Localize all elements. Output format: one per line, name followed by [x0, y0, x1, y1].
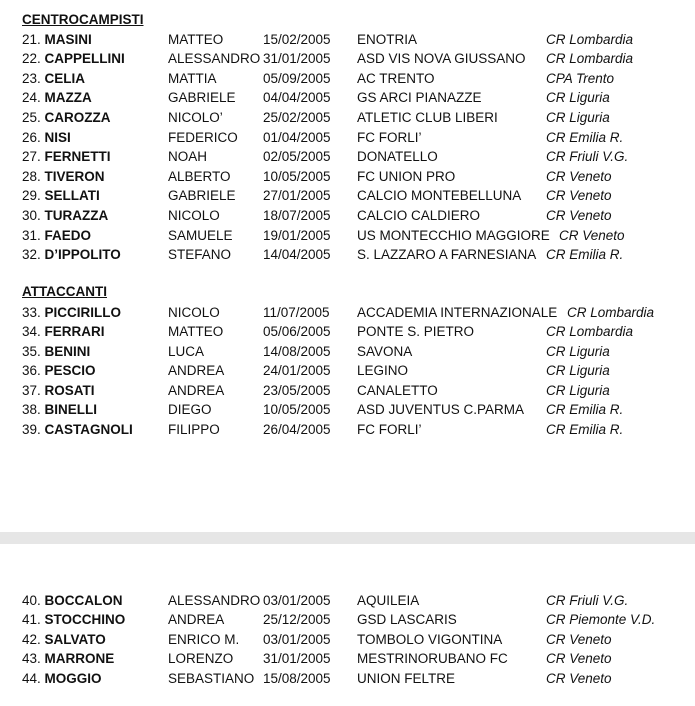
- player-first-name: NOAH: [168, 149, 208, 165]
- player-surname: MAZZA: [44, 90, 92, 106]
- player-number: 43.: [22, 651, 41, 667]
- player-number: 44.: [22, 670, 41, 686]
- birth-date: 01/04/2005: [263, 129, 331, 145]
- player-surname: FERNETTI: [44, 149, 111, 165]
- club-name: AQUILEIA: [357, 592, 420, 608]
- player-number: 30.: [22, 207, 41, 223]
- player-row: [0, 226, 695, 246]
- player-first-name: ALESSANDRO: [168, 592, 261, 608]
- player-row: [0, 167, 695, 187]
- player-row: [0, 186, 695, 206]
- birth-date: 18/07/2005: [263, 207, 331, 223]
- player-first-name: ANDREA: [168, 612, 225, 628]
- region-name: CR Veneto: [546, 207, 612, 223]
- player-surname: MARRONE: [44, 651, 115, 667]
- region-name: CR Friuli V.G.: [546, 592, 629, 608]
- player-first-name: FEDERICO: [168, 129, 238, 145]
- club-name: US MONTECCHIO MAGGIORE: [357, 227, 550, 243]
- region-name: CR Emilia R.: [546, 402, 624, 418]
- player-number: 34.: [22, 324, 41, 340]
- player-row: [0, 630, 695, 650]
- player-row: [0, 591, 695, 611]
- region-name: CR Emilia R.: [546, 247, 624, 263]
- player-surname: BOCCALON: [44, 592, 123, 608]
- player-row: [0, 128, 695, 148]
- player-surname: CAROZZA: [44, 109, 111, 125]
- region-name: CR Lombardia: [546, 324, 634, 340]
- player-number: 23.: [22, 70, 41, 86]
- club-name: UNION FELTRE: [357, 670, 456, 686]
- birth-date: 23/05/2005: [263, 382, 331, 398]
- club-name: GS ARCI PIANAZZE: [357, 90, 482, 106]
- player-number-and-surname: [22, 186, 100, 206]
- player-number: 26.: [22, 129, 41, 145]
- birth-date: 25/12/2005: [263, 612, 331, 628]
- player-row: [0, 381, 695, 401]
- player-number: 42.: [22, 631, 41, 647]
- player-number-and-surname: [22, 630, 106, 650]
- player-first-name: ENRICO M.: [168, 631, 240, 647]
- birth-date: 10/05/2005: [263, 402, 331, 418]
- player-number-and-surname: [22, 361, 96, 381]
- player-first-name: SAMUELE: [168, 227, 233, 243]
- player-number: 37.: [22, 382, 41, 398]
- player-number: 36.: [22, 363, 41, 379]
- player-row: [0, 30, 695, 50]
- player-row: [0, 147, 695, 167]
- player-row: [0, 649, 695, 669]
- club-name: GSD LASCARIS: [357, 612, 457, 628]
- player-number: 21.: [22, 31, 41, 47]
- player-first-name: LUCA: [168, 343, 205, 359]
- player-first-name: ALESSANDRO: [168, 51, 261, 67]
- region-name: CR Liguria: [546, 382, 610, 398]
- player-number-and-surname: [22, 88, 92, 108]
- region-name: CR Emilia R.: [546, 421, 624, 437]
- player-first-name: ANDREA: [168, 363, 225, 379]
- player-number-and-surname: [22, 206, 108, 226]
- region-name: CR Liguria: [546, 109, 610, 125]
- player-number-and-surname: [22, 128, 71, 148]
- player-number-and-surname: [22, 649, 114, 669]
- player-number-and-surname: [22, 400, 97, 420]
- club-name: CALCIO CALDIERO: [357, 207, 481, 223]
- player-first-name: GABRIELE: [168, 90, 236, 106]
- birth-date: 10/05/2005: [263, 168, 331, 184]
- player-number: 40.: [22, 592, 41, 608]
- player-number: 22.: [22, 51, 41, 67]
- player-row: [0, 49, 695, 69]
- club-name: ENOTRIA: [357, 31, 418, 47]
- club-name: ACCADEMIA INTERNAZIONALE: [357, 304, 558, 320]
- birth-date: 26/04/2005: [263, 421, 331, 437]
- player-first-name: NICOLO’: [168, 109, 223, 125]
- player-row: [0, 245, 695, 265]
- player-first-name: SEBASTIANO: [168, 670, 255, 686]
- player-first-name: STEFANO: [168, 247, 232, 263]
- player-number-and-surname: [22, 381, 95, 401]
- region-name: CR Lombardia: [546, 51, 634, 67]
- region-name: CR Lombardia: [546, 31, 634, 47]
- player-number-and-surname: [22, 322, 105, 342]
- player-surname: MOGGIO: [44, 670, 102, 686]
- player-row: [0, 400, 695, 420]
- player-surname: PICCIRILLO: [44, 304, 122, 320]
- club-name: ASD JUVENTUS C.PARMA: [357, 402, 525, 418]
- player-surname: FERRARI: [44, 324, 105, 340]
- birth-date: 31/01/2005: [263, 51, 331, 67]
- player-row: [0, 361, 695, 381]
- region-name: CPA Trento: [546, 70, 615, 86]
- birth-date: 24/01/2005: [263, 363, 331, 379]
- birth-date: 19/01/2005: [263, 227, 331, 243]
- section-heading: CENTROCAMPISTI: [22, 12, 144, 27]
- player-number-and-surname: [22, 669, 102, 689]
- player-first-name: NICOLO: [168, 304, 220, 320]
- player-first-name: NICOLO: [168, 207, 220, 223]
- player-first-name: MATTEO: [168, 31, 224, 47]
- player-first-name: FILIPPO: [168, 421, 220, 437]
- club-name: CANALETTO: [357, 382, 438, 398]
- player-surname: MASINI: [44, 31, 92, 47]
- player-number-and-surname: [22, 69, 85, 89]
- club-name: FC UNION PRO: [357, 168, 456, 184]
- player-number-and-surname: [22, 245, 121, 265]
- birth-date: 27/01/2005: [263, 188, 331, 204]
- birth-date: 31/01/2005: [263, 651, 331, 667]
- section-heading: ATTACCANTI: [22, 284, 107, 299]
- player-row: [0, 342, 695, 362]
- player-surname: BINELLI: [44, 402, 98, 418]
- player-row: [0, 303, 695, 323]
- club-name: MESTRINORUBANO FC: [357, 651, 508, 667]
- region-name: CR Veneto: [546, 168, 612, 184]
- player-row: [0, 322, 695, 342]
- player-surname: CELIA: [44, 70, 86, 86]
- player-row: [0, 206, 695, 226]
- player-number: 39.: [22, 421, 41, 437]
- region-name: CR Friuli V.G.: [546, 149, 629, 165]
- player-number-and-surname: [22, 167, 105, 187]
- club-name: FC FORLI’: [357, 129, 422, 145]
- player-number-and-surname: [22, 108, 111, 128]
- player-number-and-surname: [22, 147, 111, 167]
- region-name: CR Liguria: [546, 90, 610, 106]
- birth-date: 14/08/2005: [263, 343, 331, 359]
- region-name: CR Liguria: [546, 343, 610, 359]
- birth-date: 02/05/2005: [263, 149, 331, 165]
- player-number-and-surname: [22, 226, 91, 246]
- club-name: LEGINO: [357, 363, 409, 379]
- birth-date: 03/01/2005: [263, 592, 331, 608]
- birth-date: 03/01/2005: [263, 631, 331, 647]
- player-surname: SELLATI: [44, 188, 100, 204]
- region-name: CR Veneto: [546, 631, 612, 647]
- region-name: CR Lombardia: [567, 304, 655, 320]
- player-first-name: MATTEO: [168, 324, 224, 340]
- player-surname: FAEDO: [44, 227, 92, 243]
- player-surname: CASTAGNOLI: [44, 421, 133, 437]
- birth-date: 14/04/2005: [263, 247, 331, 263]
- player-number-and-surname: [22, 610, 125, 630]
- region-name: CR Piemonte V.D.: [546, 612, 656, 628]
- birth-date: 04/04/2005: [263, 90, 331, 106]
- player-row: [0, 108, 695, 128]
- club-name: FC FORLI’: [357, 421, 422, 437]
- page-break-band: [0, 532, 695, 544]
- player-number: 24.: [22, 90, 41, 106]
- player-number: 31.: [22, 227, 41, 243]
- birth-date: 05/09/2005: [263, 70, 331, 86]
- player-number-and-surname: [22, 303, 121, 323]
- player-number-and-surname: [22, 420, 133, 440]
- player-number: 32.: [22, 247, 41, 263]
- player-first-name: DIEGO: [168, 402, 212, 418]
- player-row: [0, 669, 695, 689]
- club-name: DONATELLO: [357, 149, 438, 165]
- player-surname: SALVATO: [44, 631, 106, 647]
- player-row: [0, 69, 695, 89]
- player-first-name: GABRIELE: [168, 188, 236, 204]
- player-surname: PESCIO: [44, 363, 96, 379]
- region-name: CR Veneto: [559, 227, 625, 243]
- player-surname: BENINI: [44, 343, 91, 359]
- club-name: TOMBOLO VIGONTINA: [357, 631, 503, 647]
- player-row: [0, 420, 695, 440]
- player-surname: TURAZZA: [44, 207, 109, 223]
- player-number: 41.: [22, 612, 41, 628]
- birth-date: 15/08/2005: [263, 670, 331, 686]
- region-name: CR Emilia R.: [546, 129, 624, 145]
- player-number: 38.: [22, 402, 41, 418]
- birth-date: 15/02/2005: [263, 31, 331, 47]
- player-first-name: ALBERTO: [168, 168, 231, 184]
- region-name: CR Veneto: [546, 670, 612, 686]
- player-number: 33.: [22, 304, 41, 320]
- player-first-name: MATTIA: [168, 70, 217, 86]
- player-surname: CAPPELLINI: [44, 51, 125, 67]
- club-name: CALCIO MONTEBELLUNA: [357, 188, 522, 204]
- birth-date: 25/02/2005: [263, 109, 331, 125]
- player-surname: NISI: [44, 129, 71, 145]
- player-number: 28.: [22, 168, 41, 184]
- player-row: [0, 88, 695, 108]
- club-name: ASD VIS NOVA GIUSSANO: [357, 51, 526, 67]
- player-number-and-surname: [22, 342, 90, 362]
- player-number-and-surname: [22, 49, 125, 69]
- player-surname: STOCCHINO: [44, 612, 126, 628]
- birth-date: 11/07/2005: [263, 304, 330, 320]
- player-number-and-surname: [22, 591, 123, 611]
- region-name: CR Veneto: [546, 651, 612, 667]
- player-number: 25.: [22, 109, 41, 125]
- player-surname: TIVERON: [44, 168, 105, 184]
- club-name: S. LAZZARO A FARNESIANA: [357, 247, 537, 263]
- player-number-and-surname: [22, 30, 92, 50]
- player-surname: ROSATI: [44, 382, 95, 398]
- player-first-name: ANDREA: [168, 382, 225, 398]
- player-row: [0, 610, 695, 630]
- player-number: 29.: [22, 188, 41, 204]
- player-surname: D’IPPOLITO: [44, 247, 121, 263]
- club-name: ATLETIC CLUB LIBERI: [357, 109, 498, 125]
- club-name: PONTE S. PIETRO: [357, 324, 475, 340]
- player-number: 27.: [22, 149, 41, 165]
- player-number: 35.: [22, 343, 41, 359]
- player-first-name: LORENZO: [168, 651, 234, 667]
- region-name: CR Liguria: [546, 363, 610, 379]
- club-name: SAVONA: [357, 343, 413, 359]
- region-name: CR Veneto: [546, 188, 612, 204]
- club-name: AC TRENTO: [357, 70, 435, 86]
- birth-date: 05/06/2005: [263, 324, 331, 340]
